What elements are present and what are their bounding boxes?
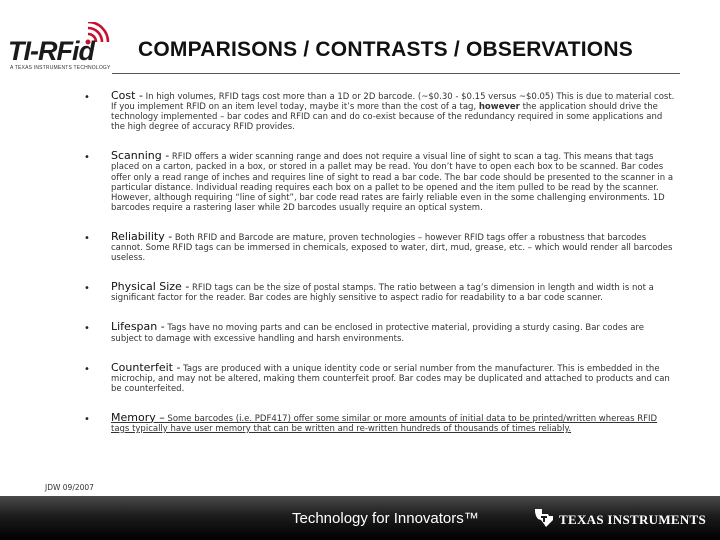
list-item-cost [84,91,676,132]
item-lead: Lifespan - [111,320,165,334]
item-lead: Physical Size - [111,280,190,294]
bullet-icon: • [84,323,90,335]
texas-state-logo-icon [533,506,555,528]
item-text: Physical Size - RFID tags can be the size of postal stamps. The ratio between a tag’s dimension in length and width is not a significant factor for the reader. Bar codes are highly sensitive to aspect radio for readability to a bar code scanner. [111,280,654,304]
item-text: Lifespan - Tags have no moving parts and can be enclosed in protective material, providing a sturdy casing. Bar codes are subject to damage with excessive handling and harsh environments. [111,320,644,344]
title-divider [112,73,680,74]
bullet-icon: • [84,283,90,295]
item-text: Scanning - RFID offers a wider scanning range and does not require a visual line of sight to scan a tag. This means that tags placed on a carton, packed in a box, or stored in a pallet may be read. You don’t have to open each box to be scanned. Bar codes offer only a read range of inches and requires line of sight to read a bar code. The bar code should be presented to the scanner in a particular distance. Individual reading requires each box on a pallet to be opened and the item pulled to be read by the scanner. However, although requiring “line of sight”, bar code read rates are fairly reliable even in the some challenging environments. 1D barcodes require a rastering laser while 2D barcodes usually require an optical system. [111,149,674,213]
footer-bar [0,496,720,540]
bullet-icon: • [84,413,90,425]
list-item-reliability [84,229,676,264]
author-date-note: JDW 09/2007 [45,483,94,492]
bullet-icon: • [84,152,90,164]
item-lead: Scanning - [111,149,170,163]
bullet-icon: • [84,92,90,103]
list-item-lifespan [84,322,676,343]
list-item-memory [84,410,676,434]
tagline: Technology for Innovators™ [292,510,479,527]
bullet-icon: • [84,232,90,244]
company-name: TEXAS INSTRUMENTS [559,512,707,527]
logo-subtitle: A TEXAS INSTRUMENTS TECHNOLOGY [10,65,111,71]
item-text: Cost - In high volumes, RFID tags cost more than a 1D or 2D barcode. (~$0.30 - $0.15 versus ~$0.05) This is due to material cost. If you implement RFID on an item level today, maybe it’s more than the cost of a tag, however the application should drive the technology implemented – bar codes and RFID can and do co-exist because of the redundancy required in some applications and the high degree of accuracy RFID provides. [111,89,675,133]
comparison-list [84,91,676,453]
item-lead: Counterfeit - [111,360,181,374]
logo-wordmark: TI-RFid [8,36,94,66]
emphasis: however [478,102,520,113]
item-text: Counterfeit - Tags are produced with a unique identity code or serial number from the manufacturer. This is embedded in the microchip, and may not be altered, making them counterfeit proof. Bar codes may be duplicated and attached to products and can be counterfeited. [111,360,670,394]
bullet-icon: • [84,363,90,375]
list-item-scanning [84,151,676,213]
item-lead: Cost - [111,89,143,102]
item-text: Memory – Some barcodes (i.e. PDF417) offer some similar or more amounts of initial data to be printed/written whereas RFID tags typically have user memory that can be written and re-written hundreds of thousands of times reliably. [111,410,658,434]
page-title: COMPARISONS / CONTRASTS / OBSERVATIONS [138,38,633,61]
item-lead: Reliability - [111,229,173,243]
item-lead: Memory – [111,410,165,424]
ti-rfid-logo [8,22,120,74]
list-item-physical-size [84,282,676,303]
item-text: Reliability - Both RFID and Barcode are mature, proven technologies – however RFID tags offer a robustness that barcodes cannot. Some RFID tags can be immersed in chemicals, exposed to water, dirt, mud, grease, etc. – which would render all barcodes useless. [111,229,673,264]
list-item-counterfeit [84,360,676,394]
